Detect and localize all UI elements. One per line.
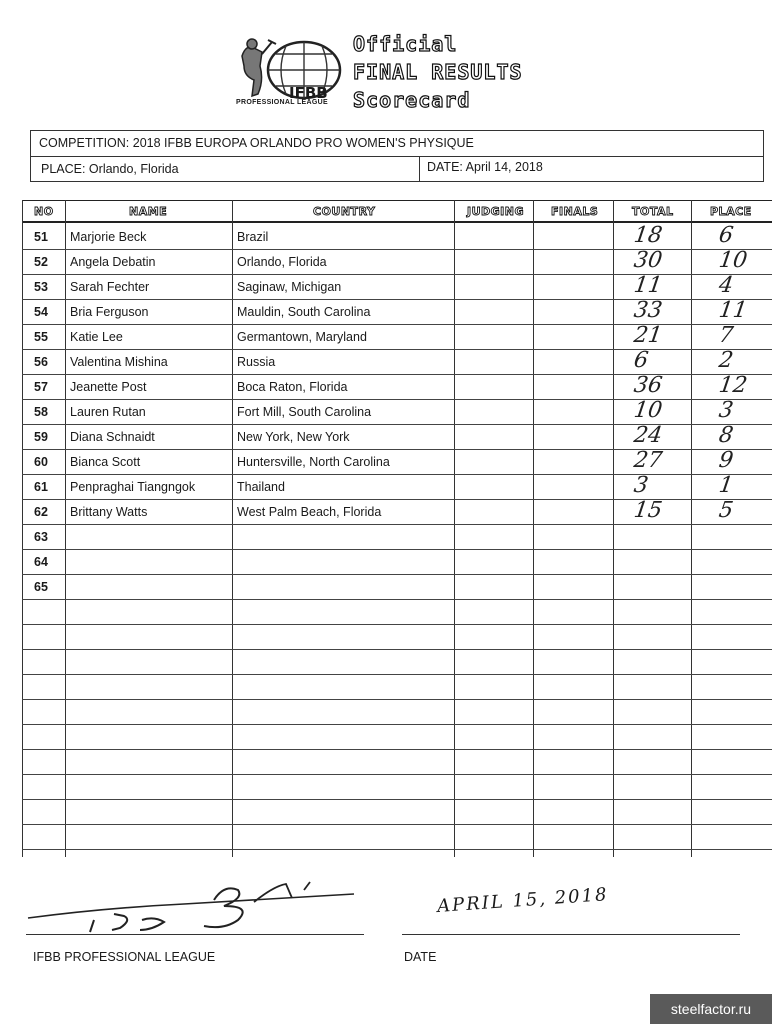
competition-text: COMPETITION: 2018 IFBB EUROPA ORLANDO PRO WOMEN'S PHYSIQUE — [39, 136, 474, 150]
header-place: PLACE — [710, 205, 752, 218]
row-number: 63 — [34, 530, 48, 544]
final-place: 12 — [717, 373, 749, 398]
competitor-country: Thailand — [237, 480, 285, 494]
row-divider — [22, 724, 772, 725]
competitor-country: Brazil — [237, 230, 269, 244]
competitor-name: Sarah Fechter — [70, 280, 150, 294]
total-score: 18 — [632, 223, 664, 248]
competitor-name: Bianca Scott — [70, 455, 141, 469]
final-place: 10 — [717, 248, 749, 273]
competitor-country: Huntersville, North Carolina — [237, 455, 390, 469]
competitor-name: Angela Debatin — [70, 255, 156, 269]
row-divider — [22, 574, 772, 575]
total-score: 3 — [632, 473, 650, 498]
competitor-name: Jeanette Post — [70, 380, 147, 394]
row-number: 62 — [34, 505, 48, 519]
total-score: 10 — [632, 398, 664, 423]
header-name: NAME — [129, 205, 168, 218]
competitor-name: Bria Ferguson — [70, 305, 149, 319]
row-divider — [22, 749, 772, 750]
title-line-final-results: FINAL RESULTS — [353, 60, 523, 84]
logo-caption: PROFESSIONAL LEAGUE — [236, 99, 328, 106]
row-number: 54 — [34, 305, 48, 319]
handwritten-date: APRIL 15, 2018 — [436, 884, 610, 917]
total-score: 24 — [632, 423, 664, 448]
date-text: DATE: April 14, 2018 — [427, 160, 543, 174]
row-divider — [22, 349, 772, 350]
header-no: NO — [34, 205, 54, 218]
signature-icon — [24, 880, 394, 940]
final-place: 2 — [717, 348, 735, 373]
total-score: 21 — [632, 323, 664, 348]
signature-line — [26, 934, 364, 935]
header-total: TOTAL — [632, 205, 674, 218]
row-number: 59 — [34, 430, 48, 444]
total-score: 27 — [632, 448, 664, 473]
competitor-country: Fort Mill, South Carolina — [237, 405, 372, 419]
final-place: 5 — [717, 498, 735, 523]
final-place: 4 — [717, 273, 735, 298]
results-table — [22, 200, 772, 857]
competitor-name: Penpraghai Tiangngok — [70, 480, 196, 494]
table-header — [22, 200, 772, 223]
final-place: 11 — [717, 298, 749, 323]
title-line-scorecard: Scorecard — [353, 88, 471, 112]
row-divider — [22, 824, 772, 825]
row-divider — [22, 599, 772, 600]
total-score: 33 — [632, 298, 664, 323]
row-divider — [22, 699, 772, 700]
competitor-country: Mauldin, South Carolina — [237, 305, 371, 319]
signature-label: IFBB PROFESSIONAL LEAGUE — [33, 950, 216, 964]
row-number: 57 — [34, 380, 48, 394]
final-place: 7 — [717, 323, 735, 348]
competitor-country: Boca Raton, Florida — [237, 380, 348, 394]
final-place: 8 — [717, 423, 735, 448]
row-divider — [22, 849, 772, 850]
total-score: 36 — [632, 373, 664, 398]
final-place: 6 — [717, 223, 735, 248]
competitor-country: Russia — [237, 355, 276, 369]
row-number: 55 — [34, 330, 48, 344]
row-divider — [22, 549, 772, 550]
header-country: COUNTRY — [313, 205, 376, 218]
row-divider — [22, 474, 772, 475]
competitor-country: New York, New York — [237, 430, 350, 444]
competitor-name: Brittany Watts — [70, 505, 148, 519]
row-number: 64 — [34, 555, 48, 569]
date-line — [402, 934, 740, 935]
place-text: PLACE: Orlando, Florida — [41, 162, 179, 176]
date-label: DATE — [404, 950, 437, 964]
total-score: 15 — [632, 498, 664, 523]
total-score: 30 — [632, 248, 664, 273]
row-number: 52 — [34, 255, 48, 269]
row-number: 60 — [34, 455, 48, 469]
header-finals: FINALS — [551, 205, 599, 218]
row-number: 61 — [34, 480, 48, 494]
page-title — [353, 30, 523, 114]
total-score: 11 — [632, 273, 664, 298]
title-line-official: Official — [353, 32, 458, 56]
competitor-name: Lauren Rutan — [70, 405, 146, 419]
competition-info-box — [30, 130, 764, 182]
competitor-name: Katie Lee — [70, 330, 123, 344]
row-divider — [22, 799, 772, 800]
competitor-country: Germantown, Maryland — [237, 330, 367, 344]
row-number: 53 — [34, 280, 48, 294]
competitor-country: Saginaw, Michigan — [237, 280, 342, 294]
info-divider — [419, 157, 420, 181]
competitor-country: Orlando, Florida — [237, 255, 327, 269]
competitor-name: Marjorie Beck — [70, 230, 147, 244]
row-divider — [22, 524, 772, 525]
row-number: 51 — [34, 230, 48, 244]
watermark-badge: steelfactor.ru — [650, 994, 772, 1024]
final-place: 1 — [717, 473, 735, 498]
competitor-country: West Palm Beach, Florida — [237, 505, 382, 519]
row-number: 58 — [34, 405, 48, 419]
row-divider — [22, 774, 772, 775]
place-date-row — [31, 157, 763, 182]
row-divider — [22, 674, 772, 675]
competitor-name: Diana Schnaidt — [70, 430, 155, 444]
competitor-name: Valentina Mishina — [70, 355, 168, 369]
final-place: 3 — [717, 398, 735, 423]
row-number: 65 — [34, 580, 48, 594]
row-divider — [22, 624, 772, 625]
header-judging: JUDGING — [467, 205, 525, 218]
final-place: 9 — [717, 448, 735, 473]
competition-row — [31, 131, 763, 157]
logo-text: IFBB — [289, 84, 328, 102]
row-number: 56 — [34, 355, 48, 369]
total-score: 6 — [632, 348, 650, 373]
row-divider — [22, 649, 772, 650]
